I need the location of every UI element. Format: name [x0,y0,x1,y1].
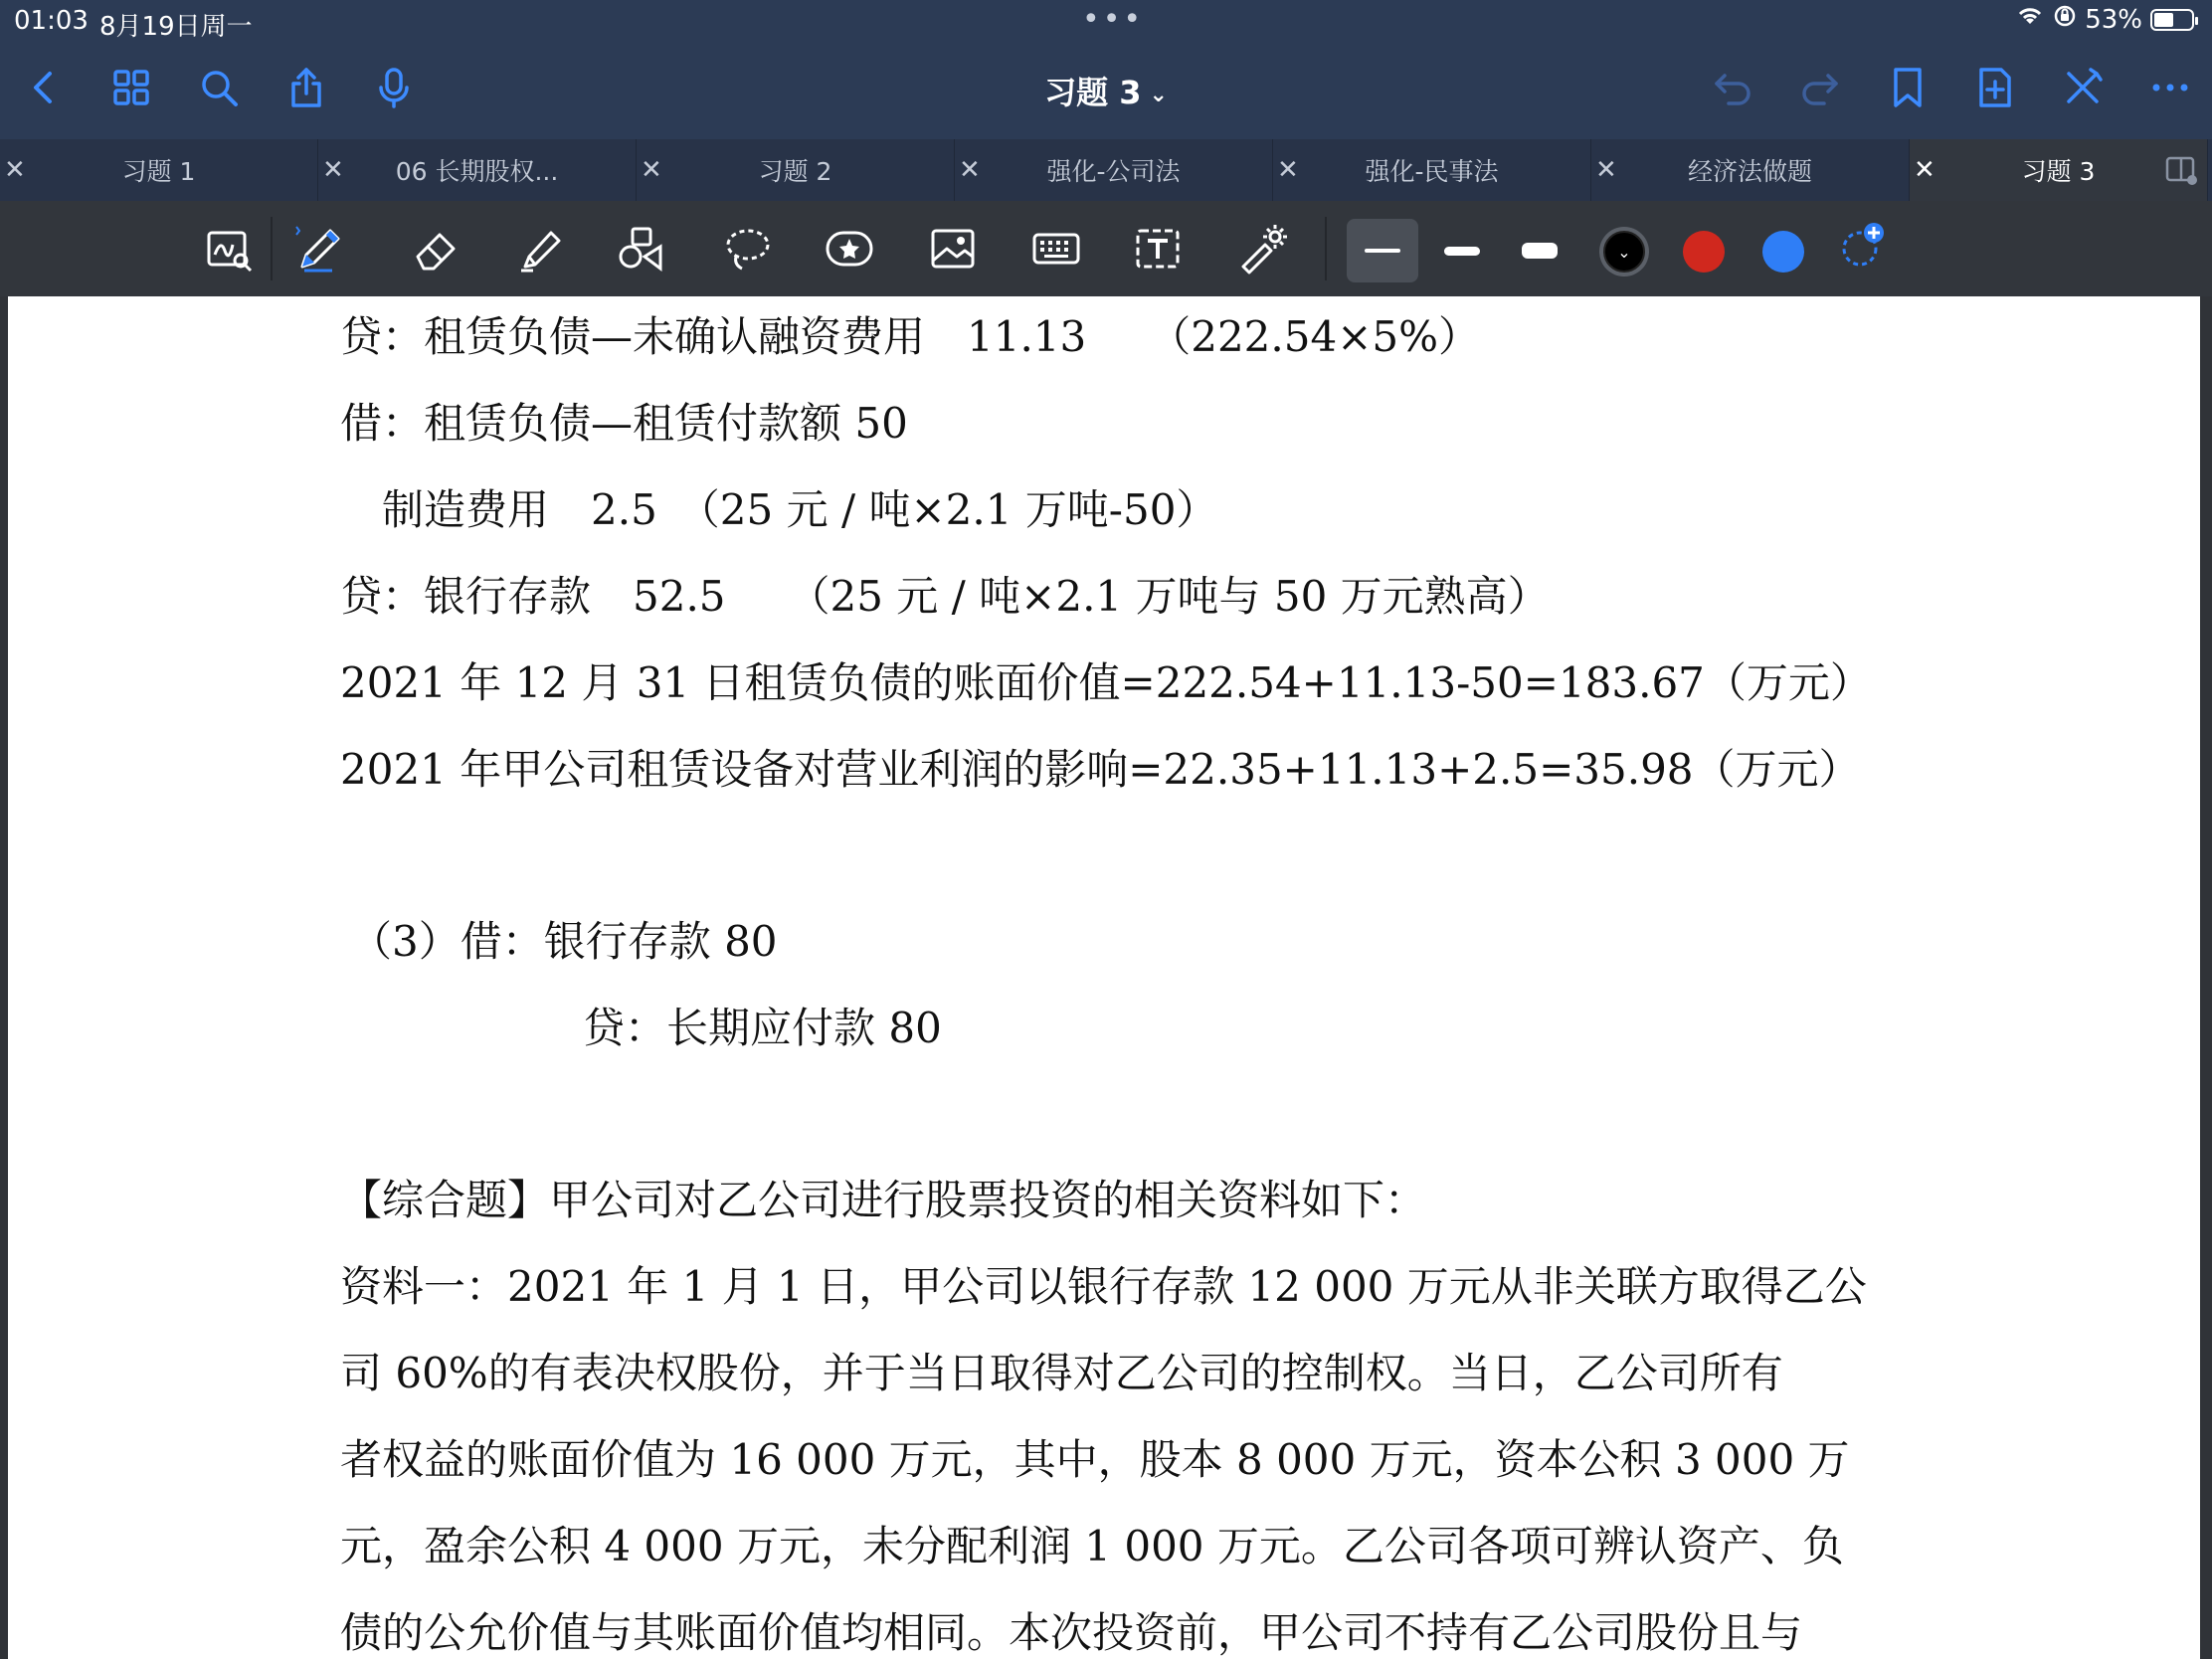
eraser-icon[interactable] [406,219,465,278]
tab-1[interactable] [0,139,318,201]
add-page-icon[interactable] [1971,64,2019,111]
highlighter-icon[interactable] [509,219,569,278]
nav-bar [0,42,2212,139]
text-line: 者权益的账面价值为 16 000 万元，其中，股本 8 000 万元，资本公积 3 000 万 [340,1435,1850,1484]
tab-label: 习题 2 [758,157,832,186]
bookmark-icon[interactable] [1884,64,1932,111]
keyboard-icon[interactable] [1026,219,1086,278]
lasso-icon[interactable] [718,219,778,278]
toolbar-separator [271,217,273,280]
add-color-icon[interactable] [1832,215,1892,275]
close-tab-icon[interactable]: ✕ [1277,155,1299,185]
text-line: 【综合题】甲公司对乙公司进行股票投资的相关资料如下： [340,1176,1427,1224]
split-view-icon[interactable] [2164,153,2198,187]
image-icon[interactable] [923,219,983,278]
toolbar-separator [1325,217,1327,280]
text-line: 2021 年甲公司租赁设备对营业利润的影响=22.35+11.13+2.5=35.98（万元） [340,745,1861,794]
close-tab-icon[interactable]: ✕ [4,155,26,185]
orientation-lock-icon [2053,4,2077,35]
text-line: 2021 年 12 月 31 日租赁负债的账面价值=222.54+11.13-50=183.67（万元） [340,658,1872,707]
close-tab-icon[interactable]: ✕ [322,155,344,185]
text-box-icon[interactable] [1128,219,1188,278]
chevron-down-icon: ⌄ [1149,82,1168,107]
thickness-medium[interactable] [1426,219,1498,282]
document-title[interactable] [0,68,2212,113]
shapes-icon[interactable] [611,219,670,278]
close-toolbar-icon[interactable] [2059,64,2107,111]
tab-label: 强化-民事法 [1365,157,1499,186]
document-title-text: 习题 3 [1044,74,1142,111]
tab-label: 强化-公司法 [1046,157,1181,186]
laser-pointer-icon[interactable] [1231,219,1291,278]
text-line: 司 60%的有表决权股份，并于当日取得对乙公司的控制权。当日，乙公司所有 [340,1349,1783,1397]
status-time: 01:03 [14,6,89,36]
status-date: 8月19日周一 [99,12,253,42]
color-blue[interactable] [1762,231,1804,273]
text-line: 贷：长期应付款 80 [583,1004,942,1052]
chevron-down-icon: ⌄ [1617,242,1631,262]
tab-4[interactable] [955,139,1273,201]
status-right [2015,4,2194,35]
text-line: 资料一：2021 年 1 月 1 日，甲公司以银行存款 12 000 万元从非关联方取得乙公 [340,1262,1867,1311]
text-line: 贷：银行存款 52.5 （25 元 / 吨×2.1 万吨与 50 万元熟高） [340,572,1550,621]
battery-percent: 53% [2085,4,2142,35]
text-line: 贷：租赁负债—未确认融资费用 11.13 （222.54×5%） [340,312,1481,361]
close-tab-icon[interactable]: ✕ [1595,155,1617,185]
text-line: 债的公允价值与其账面价值均相同。本次投资前，甲公司不持有乙公司股份且与 [340,1608,1803,1657]
thickness-thin[interactable] [1347,219,1418,282]
tab-label: 习题 3 [2021,157,2096,186]
close-tab-icon[interactable]: ✕ [1914,155,1936,185]
tab-label: 06 长期股权... [395,157,559,186]
redo-icon[interactable] [1796,64,1844,111]
zoom-window-icon[interactable] [199,219,259,278]
text-line: 元，盈余公积 4 000 万元，未分配利润 1 000 万元。乙公司各项可辨认资产、负 [340,1522,1844,1570]
tab-3[interactable] [637,139,955,201]
sticker-icon[interactable] [820,219,879,278]
pen-icon[interactable] [288,219,348,278]
document-page[interactable] [8,296,2200,1659]
more-icon[interactable] [2146,64,2194,111]
close-tab-icon[interactable]: ✕ [959,155,981,185]
tab-label: 习题 1 [121,157,196,186]
tab-label: 经济法做题 [1687,157,1812,186]
text-line: （3）借：银行存款 80 [350,917,778,966]
tab-2[interactable] [318,139,637,201]
close-tab-icon[interactable]: ✕ [641,155,662,185]
drawing-toolbar [0,201,2212,296]
thickness-thick[interactable] [1504,219,1575,282]
multitasking-dots-icon[interactable]: ••• [1082,2,1145,37]
text-line: 借：租赁负债—租赁付款额 50 [340,399,908,448]
tab-5[interactable] [1273,139,1591,201]
wifi-icon [2015,4,2045,35]
status-bar [0,0,2212,42]
tab-6[interactable] [1591,139,1910,201]
tab-7-active[interactable] [1910,139,2208,201]
color-red[interactable] [1683,231,1725,273]
undo-icon[interactable] [1709,64,1756,111]
battery-icon [2150,9,2194,31]
color-black-selected[interactable] [1603,231,1645,273]
text-line: 制造费用 2.5 （25 元 / 吨×2.1 万吨-50） [340,485,1218,534]
tab-bar [0,139,2212,201]
